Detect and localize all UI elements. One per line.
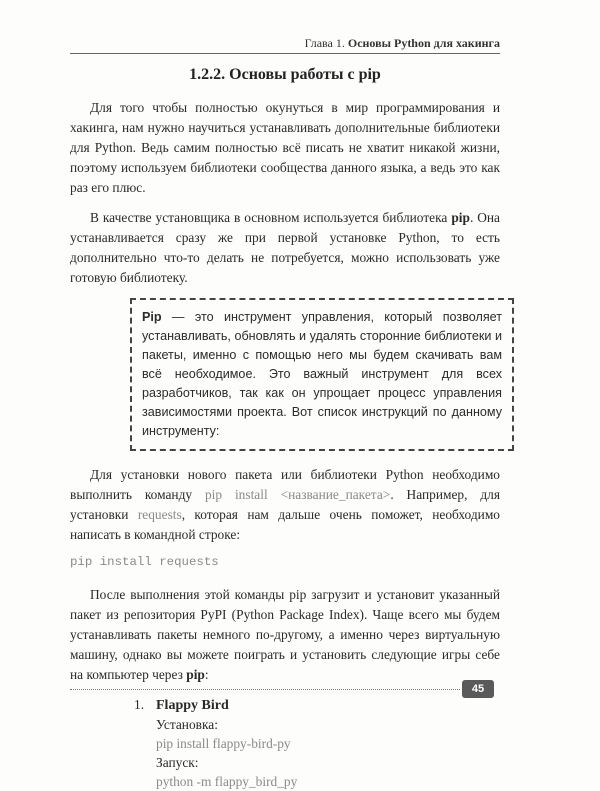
p4-text-after: :	[204, 667, 209, 682]
run-label: Запуск:	[156, 755, 199, 770]
paragraph-pip-installer	[70, 208, 500, 288]
paragraph-intro: Для того чтобы полностью окунуться в мир программирования и хакинга, нам нужно научиться устанавливать дополнительные библиотеки для Python. Ведь самим полностью всё писать не хватит никакой жизни, поэтому используем библиотеки сообщества данного языка, а ведь это как раз его плюс.	[70, 100, 500, 195]
p2-term: pip	[451, 210, 470, 225]
list-item	[134, 695, 500, 791]
section-title: 1.2.2. Основы работы с pip	[189, 66, 381, 83]
p3-text-b: . Например, для установки	[70, 487, 500, 522]
games-list	[134, 695, 500, 791]
install-command: pip install flappy-bird-py	[156, 736, 291, 751]
note-term: Pip	[142, 310, 162, 324]
inline-package-name: requests	[137, 507, 182, 522]
p3-text-c: , которая нам дальше очень поможет, необходимо написать в командной строке:	[70, 507, 500, 542]
chapter-title: Основы Python для хакинга	[347, 36, 500, 50]
run-command: python -m flappy_bird_py	[156, 774, 298, 789]
paragraph-after-install	[70, 585, 500, 685]
page-number-badge: 45	[462, 680, 494, 698]
chapter-label: Глава 1.	[304, 36, 345, 50]
inline-command: pip install <название_пакета>	[204, 487, 391, 502]
note-text: — это инструмент управления, который позволяет устанавливать, обновлять и удалять сторонние библиотеки и пакеты, именно с помощью него мы будем скачивать вам всё необходимое. Это важный инструмент для всех разработчиков, так как он упрощает процесс управления зависимостями проекта. Вот список инструкций по данному инструменту:	[142, 310, 502, 438]
code-install-requests: pip install requests	[70, 555, 219, 569]
list-item-number: 1.	[134, 697, 145, 712]
p2-text-before: В качестве установщика в основном используется библиотека	[90, 210, 452, 225]
p4-term: pip	[186, 667, 205, 682]
paragraph-install-command	[70, 465, 500, 545]
footer-rule	[70, 689, 460, 690]
p4-text-before: После выполнения этой команды pip загрузит и установит указанный пакет из репозитория PyPI (Python Package Index). Чаще всего мы будем устанавливать пакеты немного по-другому, а именно через виртуальную машину, однако вы можете поиграть и установить следующие игры себе на компьютер через	[70, 587, 500, 682]
running-header	[70, 36, 500, 51]
install-label: Установка:	[156, 717, 218, 732]
page-content	[70, 60, 500, 791]
p2-text-after: . Она устанавливается сразу же при первой установке Python, то есть дополнительно что-то делать не потребуется, можно использовать уже готовую библиотеку.	[70, 210, 501, 285]
list-item-title: Flappy Bird	[156, 698, 229, 713]
p3-text-a: Для установки нового пакета или библиотеки Python необходимо выполнить команду	[70, 467, 500, 502]
header-rule	[70, 53, 500, 54]
definition-note-box	[130, 298, 514, 451]
